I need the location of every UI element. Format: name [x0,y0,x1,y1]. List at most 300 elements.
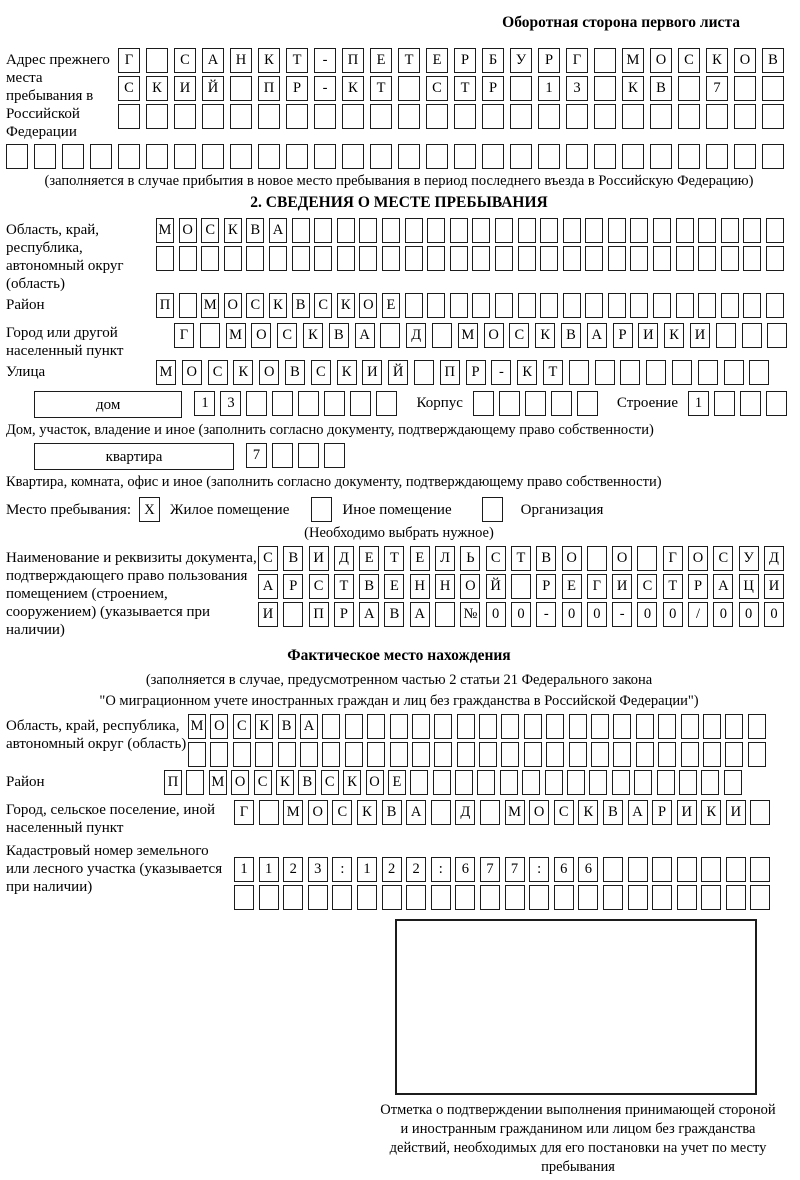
char-cell[interactable] [603,857,623,882]
char-cell[interactable]: В [292,293,310,318]
char-cell[interactable]: В [359,574,379,599]
char-cell[interactable] [634,770,652,795]
char-cell[interactable] [734,76,756,101]
char-cell[interactable] [501,714,519,739]
char-cell[interactable] [652,857,672,882]
char-cell[interactable] [298,443,319,468]
char-cell[interactable] [380,323,400,348]
char-cell[interactable]: Е [388,770,406,795]
char-cell[interactable]: Й [388,360,408,385]
char-cell[interactable] [585,246,603,271]
char-cell[interactable] [725,714,743,739]
char-cell[interactable]: Б [482,48,504,73]
char-cell[interactable] [434,742,452,767]
char-cell[interactable] [743,246,761,271]
char-cell[interactable] [473,391,494,416]
char-cell[interactable] [34,144,56,169]
char-cell[interactable]: 1 [194,391,215,416]
char-cell[interactable] [410,770,428,795]
char-cell[interactable] [345,714,363,739]
char-cell[interactable]: К [258,48,280,73]
char-cell[interactable] [314,218,332,243]
char-cell[interactable] [566,144,588,169]
char-cell[interactable] [434,714,452,739]
char-cell[interactable]: 3 [566,76,588,101]
char-cell[interactable] [630,246,648,271]
char-cell[interactable]: Д [334,546,354,571]
char-cell[interactable] [613,742,631,767]
char-cell[interactable] [367,742,385,767]
char-cell[interactable]: С [254,770,272,795]
char-cell[interactable] [529,885,549,910]
char-cell[interactable] [594,104,616,129]
other-premises-checkbox[interactable] [311,497,332,522]
char-cell[interactable]: М [283,800,303,825]
char-cell[interactable]: Е [382,293,400,318]
char-cell[interactable] [405,293,423,318]
char-cell[interactable] [650,144,672,169]
char-cell[interactable] [721,246,739,271]
char-cell[interactable]: О [529,800,549,825]
char-cell[interactable]: Г [587,574,607,599]
char-cell[interactable]: С [486,546,506,571]
char-cell[interactable]: 0 [764,602,784,627]
char-cell[interactable] [652,885,672,910]
char-cell[interactable]: А [410,602,430,627]
char-cell[interactable]: К [343,770,361,795]
char-cell[interactable] [546,714,564,739]
char-cell[interactable] [382,885,402,910]
char-cell[interactable] [283,602,303,627]
char-cell[interactable]: Т [543,360,563,385]
char-cell[interactable]: Р [454,48,476,73]
char-cell[interactable] [359,246,377,271]
char-cell[interactable] [200,323,220,348]
char-cell[interactable] [766,391,787,416]
char-cell[interactable] [495,293,513,318]
char-cell[interactable]: 1 [234,857,254,882]
char-cell[interactable]: В [382,800,402,825]
char-cell[interactable] [278,742,296,767]
char-cell[interactable] [676,218,694,243]
char-cell[interactable]: А [587,323,607,348]
char-cell[interactable] [406,885,426,910]
char-cell[interactable]: О [259,360,279,385]
char-cell[interactable] [432,323,452,348]
char-cell[interactable]: М [505,800,525,825]
char-cell[interactable]: М [209,770,227,795]
char-cell[interactable]: Р [466,360,486,385]
char-cell[interactable]: И [258,602,278,627]
char-cell[interactable]: М [201,293,219,318]
char-cell[interactable]: - [314,48,336,73]
char-cell[interactable] [591,742,609,767]
char-cell[interactable]: Ц [739,574,759,599]
char-cell[interactable]: 0 [713,602,733,627]
char-cell[interactable]: И [612,574,632,599]
char-cell[interactable] [538,144,560,169]
char-cell[interactable] [608,246,626,271]
char-cell[interactable] [179,246,197,271]
char-cell[interactable] [286,144,308,169]
char-cell[interactable]: А [406,800,426,825]
char-cell[interactable] [455,885,475,910]
char-cell[interactable]: С [174,48,196,73]
char-cell[interactable]: С [678,48,700,73]
char-cell[interactable] [577,391,598,416]
char-cell[interactable] [480,800,500,825]
char-cell[interactable] [603,885,623,910]
char-cell[interactable] [538,104,560,129]
char-cell[interactable] [706,104,728,129]
char-cell[interactable] [554,885,574,910]
char-cell[interactable]: П [342,48,364,73]
char-cell[interactable] [762,144,784,169]
char-cell[interactable] [146,48,168,73]
char-cell[interactable]: 7 [246,443,267,468]
char-cell[interactable] [234,885,254,910]
char-cell[interactable] [742,323,762,348]
char-cell[interactable] [585,218,603,243]
char-cell[interactable] [324,391,345,416]
char-cell[interactable]: - [314,76,336,101]
char-cell[interactable] [455,770,473,795]
char-cell[interactable]: К [622,76,644,101]
char-cell[interactable]: В [603,800,623,825]
char-cell[interactable] [480,885,500,910]
char-cell[interactable] [337,218,355,243]
char-cell[interactable] [650,104,672,129]
char-cell[interactable] [433,770,451,795]
char-cell[interactable]: Е [426,48,448,73]
char-cell[interactable] [272,443,293,468]
char-cell[interactable]: К [303,323,323,348]
char-cell[interactable] [750,857,770,882]
char-cell[interactable] [6,144,28,169]
char-cell[interactable] [501,742,519,767]
char-cell[interactable] [608,293,626,318]
char-cell[interactable]: С [426,76,448,101]
char-cell[interactable] [367,714,385,739]
char-cell[interactable]: О [224,293,242,318]
char-cell[interactable] [246,391,267,416]
residential-checkbox[interactable]: X [139,497,160,522]
char-cell[interactable] [202,144,224,169]
char-cell[interactable]: 1 [538,76,560,101]
char-cell[interactable]: М [156,218,174,243]
char-cell[interactable] [698,246,716,271]
char-cell[interactable]: Е [410,546,430,571]
char-cell[interactable] [525,391,546,416]
char-cell[interactable]: Л [435,546,455,571]
char-cell[interactable] [569,360,589,385]
char-cell[interactable] [118,144,140,169]
char-cell[interactable] [370,144,392,169]
char-cell[interactable] [412,742,430,767]
char-cell[interactable]: А [713,574,733,599]
char-cell[interactable] [637,546,657,571]
char-cell[interactable] [224,246,242,271]
char-cell[interactable]: Т [398,48,420,73]
char-cell[interactable] [724,770,742,795]
char-cell[interactable] [292,218,310,243]
char-cell[interactable]: П [309,602,329,627]
char-cell[interactable] [479,714,497,739]
char-cell[interactable]: 7 [505,857,525,882]
char-cell[interactable]: С [233,714,251,739]
char-cell[interactable] [750,885,770,910]
char-cell[interactable] [540,218,558,243]
char-cell[interactable] [679,770,697,795]
char-cell[interactable]: К [517,360,537,385]
char-cell[interactable] [546,742,564,767]
char-cell[interactable] [450,218,468,243]
char-cell[interactable] [594,76,616,101]
char-cell[interactable]: С [309,574,329,599]
char-cell[interactable] [477,770,495,795]
char-cell[interactable] [676,246,694,271]
char-cell[interactable] [658,714,676,739]
char-cell[interactable]: О [460,574,480,599]
char-cell[interactable]: Р [286,76,308,101]
char-cell[interactable] [286,104,308,129]
char-cell[interactable] [563,246,581,271]
char-cell[interactable]: В [762,48,784,73]
char-cell[interactable] [569,742,587,767]
char-cell[interactable]: С [277,323,297,348]
char-cell[interactable] [734,144,756,169]
char-cell[interactable]: В [246,218,264,243]
char-cell[interactable] [714,391,735,416]
char-cell[interactable]: 2 [382,857,402,882]
char-cell[interactable]: К [224,218,242,243]
char-cell[interactable] [435,602,455,627]
char-cell[interactable] [749,360,769,385]
char-cell[interactable]: № [460,602,480,627]
char-cell[interactable]: И [726,800,746,825]
char-cell[interactable]: Е [384,574,404,599]
char-cell[interactable]: 7 [480,857,500,882]
char-cell[interactable] [703,714,721,739]
char-cell[interactable]: С [321,770,339,795]
char-cell[interactable]: В [298,770,316,795]
char-cell[interactable] [499,391,520,416]
char-cell[interactable] [156,246,174,271]
char-cell[interactable]: 2 [283,857,303,882]
char-cell[interactable] [454,104,476,129]
char-cell[interactable] [450,293,468,318]
char-cell[interactable] [427,293,445,318]
char-cell[interactable]: Н [435,574,455,599]
char-cell[interactable]: 0 [486,602,506,627]
char-cell[interactable]: К [337,360,357,385]
char-cell[interactable] [678,144,700,169]
char-cell[interactable] [500,770,518,795]
char-cell[interactable]: Е [562,574,582,599]
char-cell[interactable]: О [179,218,197,243]
char-cell[interactable] [431,800,451,825]
char-cell[interactable] [300,742,318,767]
char-cell[interactable]: 2 [406,857,426,882]
char-cell[interactable]: : [431,857,451,882]
char-cell[interactable] [283,885,303,910]
char-cell[interactable]: Г [663,546,683,571]
char-cell[interactable]: К [701,800,721,825]
char-cell[interactable]: О [182,360,202,385]
char-cell[interactable]: В [650,76,672,101]
char-cell[interactable]: Т [286,48,308,73]
char-cell[interactable] [359,218,377,243]
char-cell[interactable] [179,293,197,318]
char-cell[interactable] [90,144,112,169]
char-cell[interactable] [653,218,671,243]
char-cell[interactable]: В [536,546,556,571]
char-cell[interactable] [314,144,336,169]
char-cell[interactable] [726,857,746,882]
char-cell[interactable] [472,293,490,318]
char-cell[interactable] [230,144,252,169]
char-cell[interactable] [298,391,319,416]
char-cell[interactable] [658,742,676,767]
char-cell[interactable]: М [458,323,478,348]
char-cell[interactable] [563,218,581,243]
char-cell[interactable] [766,246,784,271]
char-cell[interactable] [734,104,756,129]
char-cell[interactable]: О [210,714,228,739]
char-cell[interactable] [678,104,700,129]
char-cell[interactable] [258,144,280,169]
char-cell[interactable]: И [764,574,784,599]
char-cell[interactable] [308,885,328,910]
char-cell[interactable]: Н [410,574,430,599]
char-cell[interactable]: Р [613,323,633,348]
char-cell[interactable] [510,76,532,101]
char-cell[interactable] [551,391,572,416]
char-cell[interactable]: О [359,293,377,318]
char-cell[interactable] [622,104,644,129]
char-cell[interactable]: 0 [587,602,607,627]
char-cell[interactable]: Г [566,48,588,73]
char-cell[interactable] [676,293,694,318]
char-cell[interactable] [259,885,279,910]
char-cell[interactable]: А [202,48,224,73]
char-cell[interactable]: М [188,714,206,739]
char-cell[interactable] [146,104,168,129]
char-cell[interactable] [657,770,675,795]
char-cell[interactable]: С [713,546,733,571]
char-cell[interactable] [767,323,787,348]
char-cell[interactable]: И [174,76,196,101]
char-cell[interactable]: К [269,293,287,318]
char-cell[interactable]: С [118,76,140,101]
char-cell[interactable] [376,391,397,416]
char-cell[interactable] [540,246,558,271]
char-cell[interactable]: Й [486,574,506,599]
char-cell[interactable]: И [690,323,710,348]
char-cell[interactable]: С [314,293,332,318]
char-cell[interactable] [628,885,648,910]
char-cell[interactable] [426,144,448,169]
char-cell[interactable]: - [536,602,556,627]
char-cell[interactable]: Т [384,546,404,571]
char-cell[interactable]: О [484,323,504,348]
char-cell[interactable]: Р [283,574,303,599]
char-cell[interactable]: С [554,800,574,825]
char-cell[interactable] [342,104,364,129]
char-cell[interactable] [591,714,609,739]
char-cell[interactable]: К [706,48,728,73]
char-cell[interactable] [337,246,355,271]
char-cell[interactable]: К [357,800,377,825]
char-cell[interactable]: О [562,546,582,571]
char-cell[interactable] [511,574,531,599]
char-cell[interactable] [322,714,340,739]
char-cell[interactable] [62,144,84,169]
char-cell[interactable] [431,885,451,910]
char-cell[interactable] [740,391,761,416]
char-cell[interactable] [272,391,293,416]
char-cell[interactable] [414,360,434,385]
char-cell[interactable]: С [246,293,264,318]
char-cell[interactable] [743,218,761,243]
char-cell[interactable] [370,104,392,129]
char-cell[interactable] [427,218,445,243]
char-cell[interactable] [701,857,721,882]
char-cell[interactable] [390,742,408,767]
char-cell[interactable]: - [491,360,511,385]
char-cell[interactable] [620,360,640,385]
char-cell[interactable]: П [258,76,280,101]
char-cell[interactable] [677,857,697,882]
char-cell[interactable]: / [688,602,708,627]
char-cell[interactable] [569,714,587,739]
char-cell[interactable] [766,293,784,318]
char-cell[interactable]: О [650,48,672,73]
char-cell[interactable] [701,770,719,795]
char-cell[interactable]: Й [202,76,224,101]
char-cell[interactable] [479,742,497,767]
char-cell[interactable] [566,104,588,129]
char-cell[interactable]: У [739,546,759,571]
char-cell[interactable] [324,443,345,468]
char-cell[interactable]: Е [359,546,379,571]
char-cell[interactable]: Т [511,546,531,571]
char-cell[interactable]: Т [334,574,354,599]
char-cell[interactable] [202,104,224,129]
char-cell[interactable] [382,246,400,271]
char-cell[interactable]: М [226,323,246,348]
char-cell[interactable]: 0 [562,602,582,627]
char-cell[interactable] [766,218,784,243]
char-cell[interactable] [653,293,671,318]
char-cell[interactable] [672,360,692,385]
char-cell[interactable] [703,742,721,767]
char-cell[interactable]: Т [454,76,476,101]
char-cell[interactable] [233,742,251,767]
char-cell[interactable] [357,885,377,910]
char-cell[interactable]: У [510,48,532,73]
char-cell[interactable] [748,714,766,739]
char-cell[interactable]: Е [370,48,392,73]
char-cell[interactable]: К [535,323,555,348]
char-cell[interactable]: О [251,323,271,348]
char-cell[interactable] [314,246,332,271]
char-cell[interactable] [524,742,542,767]
char-cell[interactable] [332,885,352,910]
char-cell[interactable]: К [664,323,684,348]
char-cell[interactable] [186,770,204,795]
char-cell[interactable]: О [688,546,708,571]
